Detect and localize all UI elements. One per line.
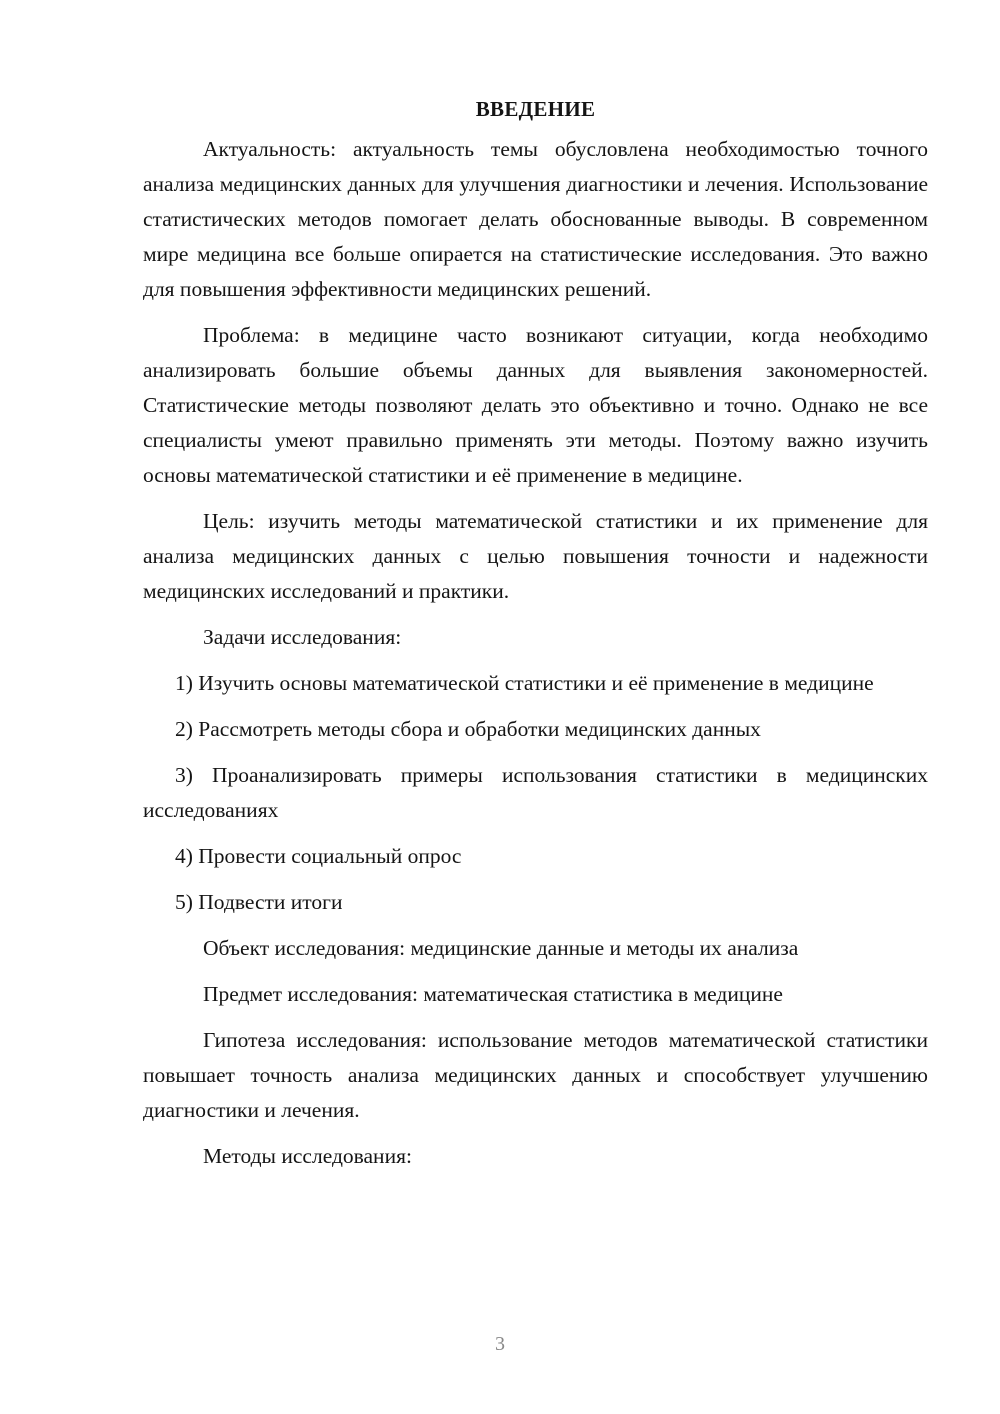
document-page xyxy=(143,92,928,1174)
list-item: 4) Провести социальный опрос xyxy=(175,844,462,868)
page-number: 3 xyxy=(495,1333,505,1355)
hypothesis-paragraph: Гипотеза исследования: использование методов математической статистики повышает точность анализа медицинских данных и способствует улучшению диагностики и лечения. xyxy=(143,1028,928,1122)
list-item: 1) Изучить основы математической статистики и её применение в медицине xyxy=(175,671,874,695)
object-paragraph: Объект исследования: медицинские данные и методы их анализа xyxy=(203,936,799,960)
list-item: 5) Подвести итоги xyxy=(175,890,343,914)
goal-paragraph: Цель: изучить методы математической статистики и их применение для анализа медицинских данных с целью повышения точности и надежности медицинских исследований и практики. xyxy=(143,509,928,603)
subject-paragraph: Предмет исследования: математическая статистика в медицине xyxy=(203,982,783,1006)
problem-paragraph: Проблема: в медицине часто возникают ситуации, когда необходимо анализировать большие объемы данных для выявления закономерностей. Статистические методы позволяют делать это объективно и точно. Однако не все специалисты умеют правильно применять эти методы. Поэтому важно изучить основы математической статистики и её применение в медицине. xyxy=(143,323,928,487)
tasks-intro: Задачи исследования: xyxy=(203,625,402,649)
methods-paragraph: Методы исследования: xyxy=(203,1144,412,1168)
list-item: 2) Рассмотреть методы сбора и обработки медицинских данных xyxy=(175,717,761,741)
relevance-paragraph: Актуальность: актуальность темы обусловлена необходимостью точного анализа медицинских данных для улучшения диагностики и лечения. Использование статистических методов помогает делать обоснованные выводы. В современном мире медицина все больше опирается на статистические исследования. Это важно для повышения эффективности медицинских решений. xyxy=(143,137,928,301)
list-item: 3) Проанализировать примеры использования статистики в медицинских исследованиях xyxy=(143,763,928,822)
section-heading: ВВЕДЕНИЕ xyxy=(475,97,596,121)
tasks-list xyxy=(143,666,928,920)
